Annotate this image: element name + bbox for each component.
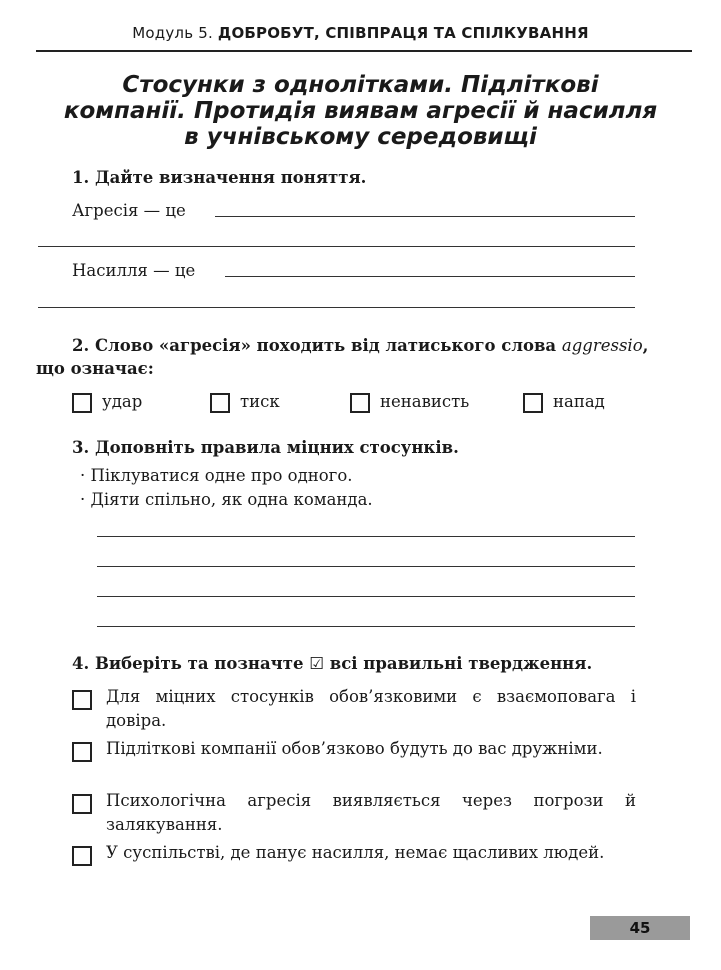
lesson-title-line-3: в учнівському середовищі [184, 124, 537, 150]
rule-bullet-2: · Діяти спільно, як одна команда. [80, 490, 373, 509]
latin-word: aggressio [561, 336, 643, 355]
statement-text-1: Для міцних стосунків обов’язковими є взаємоповага і довіра. [106, 687, 636, 730]
definition-aggression-label: Агресія — це [72, 201, 186, 220]
task-2-heading-line-2: що означає: [36, 359, 154, 378]
task-3-heading: 3. Доповніть правила міцних стосунків. [72, 438, 459, 457]
definition-aggression-answer-line-2[interactable] [38, 246, 635, 247]
task-4-heading-start: 4. Виберіть та позначте [72, 654, 304, 673]
statement-text-3: Психологічна агресія виявляється через погрози й залякування. [106, 791, 636, 834]
statement-text-2: Підліткові компанії обов’язково будуть до вас дружніми. [106, 739, 603, 758]
module-number: Модуль 5. [132, 24, 213, 42]
checkmark-icon: ☑ [309, 654, 325, 673]
statement-checkbox-3[interactable] [72, 794, 92, 814]
rule-answer-line-3[interactable] [97, 596, 635, 597]
lesson-title [30, 72, 691, 150]
statement-checkbox-4[interactable] [72, 846, 92, 866]
option-label-napad: напад [553, 392, 605, 411]
option-checkbox-nenavyst[interactable] [350, 393, 370, 413]
lesson-title-line-1: Стосунки з однолітками. Підліткові [122, 72, 599, 98]
definition-violence-answer-line[interactable] [225, 276, 635, 277]
rule-answer-line-4[interactable] [97, 626, 635, 627]
task-2-heading [72, 336, 648, 355]
task-2-heading-end: , [642, 336, 649, 355]
module-topic: ДОБРОБУТ, СПІВПРАЦЯ ТА СПІЛКУВАННЯ [217, 24, 589, 42]
definition-violence-answer-line-2[interactable] [38, 307, 635, 308]
statement-text-4: У суспільстві, де панує насилля, немає щасливих людей. [106, 843, 605, 862]
option-checkbox-tysk[interactable] [210, 393, 230, 413]
task-1-heading: 1. Дайте визначення поняття. [72, 168, 367, 187]
page-number: 45 [590, 916, 690, 940]
lesson-title-line-2: компанії. Протидія виявам агресії й насилля [63, 98, 658, 124]
task-2-heading-start: 2. Слово «агресія» походить від латиського слова [72, 336, 562, 355]
task-4-heading-end: всі правильні твердження. [329, 654, 593, 673]
task-4-heading [72, 654, 592, 673]
rule-answer-line-2[interactable] [97, 566, 635, 567]
rule-bullet-1: · Піклуватися одне про одного. [80, 466, 353, 485]
statement-checkbox-2[interactable] [72, 742, 92, 762]
rule-answer-line-1[interactable] [97, 536, 635, 537]
option-label-nenavyst: ненависть [380, 392, 470, 411]
header-divider [36, 50, 692, 52]
option-checkbox-udar[interactable] [72, 393, 92, 413]
statement-checkbox-1[interactable] [72, 690, 92, 710]
option-label-udar: удар [102, 392, 143, 411]
option-checkbox-napad[interactable] [523, 393, 543, 413]
option-label-tysk: тиск [240, 392, 280, 411]
definition-aggression-answer-line[interactable] [215, 216, 635, 217]
definition-violence-label: Насилля — це [72, 261, 196, 280]
module-header [0, 24, 721, 42]
